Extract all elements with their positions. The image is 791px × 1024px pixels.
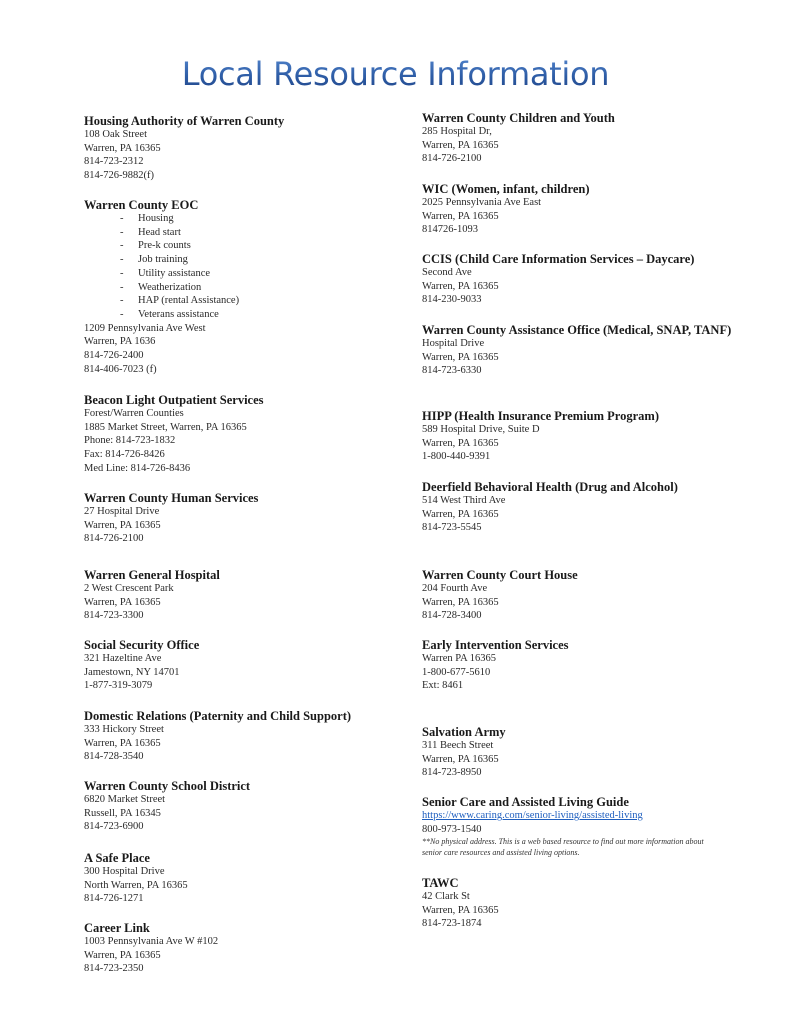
resource-name: Domestic Relations (Paternity and Child Support) bbox=[84, 709, 352, 723]
resource-line: 108 Oak Street bbox=[84, 129, 147, 140]
resource-name: Warren County Court House bbox=[422, 568, 578, 582]
resource-career-link bbox=[84, 921, 404, 976]
resource-line: 814-723-1874 bbox=[422, 918, 482, 930]
resource-name: Early Intervention Services bbox=[422, 638, 569, 652]
resource-name: Salvation Army bbox=[422, 725, 506, 739]
resource-line: Warren, PA 16365 bbox=[422, 139, 499, 151]
resource-line: 204 Fourth Ave bbox=[422, 583, 488, 594]
resource-line: 814-723-5545 bbox=[422, 522, 482, 534]
resource-housing-authority bbox=[84, 114, 404, 183]
resource-line: 814-726-1271 bbox=[84, 893, 144, 905]
resource-name: WIC (Women, infant, children) bbox=[422, 182, 590, 196]
resource-line: 814-728-3400 bbox=[422, 610, 482, 622]
resource-line: 814-726-9882(f) bbox=[84, 170, 154, 182]
resource-salvation-army bbox=[422, 725, 742, 780]
resource-line: 285 Hospital Dr, bbox=[422, 126, 492, 137]
resource-line: 814-230-9033 bbox=[422, 294, 482, 306]
resource-line: 27 Hospital Drive bbox=[84, 506, 160, 517]
resource-name: Career Link bbox=[84, 921, 150, 935]
website-link[interactable]: https://www.caring.com/senior-living/assisted-living bbox=[422, 810, 643, 821]
resource-name: Warren County Human Services bbox=[84, 491, 259, 505]
page-title: Local Resource Information bbox=[0, 52, 791, 96]
resource-line: Warren, PA 16365 bbox=[84, 142, 161, 154]
resource-line: 333 Hickory Street bbox=[84, 724, 164, 735]
service-item: - Housing bbox=[120, 213, 174, 224]
resource-line: 311 Beech Street bbox=[422, 740, 494, 751]
resource-human-services bbox=[84, 491, 404, 546]
resource-line: 814-723-3300 bbox=[84, 610, 144, 622]
resource-line: Warren, PA 1636 bbox=[84, 336, 156, 348]
resource-court-house bbox=[422, 568, 742, 623]
resource-name: Warren General Hospital bbox=[84, 568, 220, 582]
resource-line: 2 West Crescent Park bbox=[84, 583, 174, 594]
resource-line: Jamestown, NY 14701 bbox=[84, 666, 180, 678]
service-item: - HAP (rental Assistance) bbox=[120, 295, 240, 307]
service-item: - Pre-k counts bbox=[120, 240, 191, 252]
resource-line: Forest/Warren Counties bbox=[84, 408, 184, 419]
resource-eoc bbox=[84, 198, 404, 376]
resource-line: 814-723-2312 bbox=[84, 156, 144, 168]
resource-line: 589 Hospital Drive, Suite D bbox=[422, 424, 540, 435]
resource-line: 2025 Pennsylvania Ave East bbox=[422, 197, 542, 208]
resource-line: Phone: 814-723-1832 bbox=[84, 435, 176, 447]
resource-line: 6820 Market Street bbox=[84, 794, 166, 805]
resource-line: Warren, PA 16365 bbox=[84, 949, 161, 961]
resource-line: Warren, PA 16365 bbox=[422, 351, 499, 363]
resource-line: Med Line: 814-726-8436 bbox=[84, 462, 191, 474]
resource-deerfield bbox=[422, 480, 742, 535]
resource-line: Warren, PA 16365 bbox=[84, 737, 161, 749]
resource-hipp bbox=[422, 409, 742, 464]
resource-beacon-light bbox=[84, 393, 404, 476]
resource-line: 1-877-319-3079 bbox=[84, 680, 153, 692]
resource-name: HIPP (Health Insurance Premium Program) bbox=[422, 409, 660, 423]
resource-line: Warren, PA 16365 bbox=[422, 210, 499, 222]
resource-name: TAWC bbox=[422, 876, 459, 890]
resource-line: Warren, PA 16365 bbox=[422, 280, 499, 292]
resource-line: 814-723-6900 bbox=[84, 821, 144, 833]
resource-line: Warren, PA 16365 bbox=[422, 753, 499, 765]
resource-line: 814726-1093 bbox=[422, 224, 478, 236]
resource-name: Senior Care and Assisted Living Guide bbox=[422, 795, 629, 809]
resource-line: 814-723-2350 bbox=[84, 963, 144, 975]
resource-line: North Warren, PA 16365 bbox=[84, 879, 188, 891]
resource-line: 1-800-440-9391 bbox=[422, 451, 491, 463]
service-item: - Job training bbox=[120, 254, 188, 266]
resource-social-security bbox=[84, 638, 404, 693]
resource-line: 514 West Third Ave bbox=[422, 495, 506, 506]
resource-line: 814-723-6330 bbox=[422, 365, 482, 377]
resource-line: 321 Hazeltine Ave bbox=[84, 653, 162, 664]
service-item: - Utility assistance bbox=[120, 267, 211, 279]
resource-wic bbox=[422, 182, 742, 237]
resource-line: Warren, PA 16365 bbox=[84, 519, 161, 531]
resource-senior-care-guide bbox=[422, 795, 742, 858]
resource-warren-general-hospital bbox=[84, 568, 404, 623]
resource-line: Second Ave bbox=[422, 267, 472, 278]
resource-line: 814-406-7023 (f) bbox=[84, 363, 157, 375]
resource-line: 1209 Pennsylvania Ave West bbox=[84, 322, 206, 334]
resource-line: 814-728-3540 bbox=[84, 751, 144, 763]
service-item: - Weatherization bbox=[120, 281, 202, 293]
resource-school-district bbox=[84, 779, 404, 834]
resource-children-and-youth bbox=[422, 111, 742, 166]
resource-line: 814-726-2100 bbox=[84, 533, 144, 545]
resource-line: Hospital Drive bbox=[422, 338, 485, 349]
resource-line: Ext: 8461 bbox=[422, 680, 464, 692]
resource-line: Warren PA 16365 bbox=[422, 653, 497, 664]
resource-line: Warren, PA 16365 bbox=[84, 596, 161, 608]
resource-line: Warren, PA 16365 bbox=[422, 596, 499, 608]
resource-name: Warren County Children and Youth bbox=[422, 111, 615, 125]
resource-name: A Safe Place bbox=[84, 851, 150, 865]
service-list bbox=[84, 212, 404, 322]
resource-line: 42 Clark St bbox=[422, 891, 470, 902]
resource-name: Beacon Light Outpatient Services bbox=[84, 393, 264, 407]
resource-line: Warren, PA 16365 bbox=[422, 904, 499, 916]
resource-line: 814-726-2400 bbox=[84, 350, 144, 362]
resource-domestic-relations bbox=[84, 709, 404, 764]
resource-early-intervention bbox=[422, 638, 742, 693]
resource-safe-place bbox=[84, 851, 404, 906]
resource-line: Fax: 814-726-8426 bbox=[84, 449, 165, 461]
service-item: - Veterans assistance bbox=[120, 308, 219, 320]
resource-name: CCIS (Child Care Information Services – Daycare) bbox=[422, 252, 695, 266]
resource-line: 814-726-2100 bbox=[422, 153, 482, 165]
resource-line: 300 Hospital Drive bbox=[84, 866, 165, 877]
resource-line: Warren, PA 16365 bbox=[422, 437, 499, 449]
resource-name: Warren County School District bbox=[84, 779, 251, 793]
resource-note: **No physical address. This is a web based resource to find out more information about senior care resources and assisted living options. bbox=[422, 837, 704, 858]
resource-name: Warren County EOC bbox=[84, 198, 199, 212]
resource-line: Russell, PA 16345 bbox=[84, 807, 161, 819]
service-item: - Head start bbox=[120, 226, 181, 238]
resource-line: Warren, PA 16365 bbox=[422, 508, 499, 520]
resource-assistance-office bbox=[422, 323, 742, 378]
resource-line: 1003 Pennsylvania Ave W #102 bbox=[84, 936, 219, 947]
resource-line: 800-973-1540 bbox=[422, 823, 482, 835]
resource-tawc bbox=[422, 876, 742, 931]
resource-name: Deerfield Behavioral Health (Drug and Alcohol) bbox=[422, 480, 678, 494]
resource-line: 1-800-677-5610 bbox=[422, 666, 491, 678]
resource-name: Housing Authority of Warren County bbox=[84, 114, 285, 128]
resource-name: Warren County Assistance Office (Medical, SNAP, TANF) bbox=[422, 323, 732, 337]
resource-ccis bbox=[422, 252, 742, 307]
resource-line: 814-723-8950 bbox=[422, 767, 482, 779]
resource-line: 1885 Market Street, Warren, PA 16365 bbox=[84, 421, 247, 433]
resource-name: Social Security Office bbox=[84, 638, 200, 652]
